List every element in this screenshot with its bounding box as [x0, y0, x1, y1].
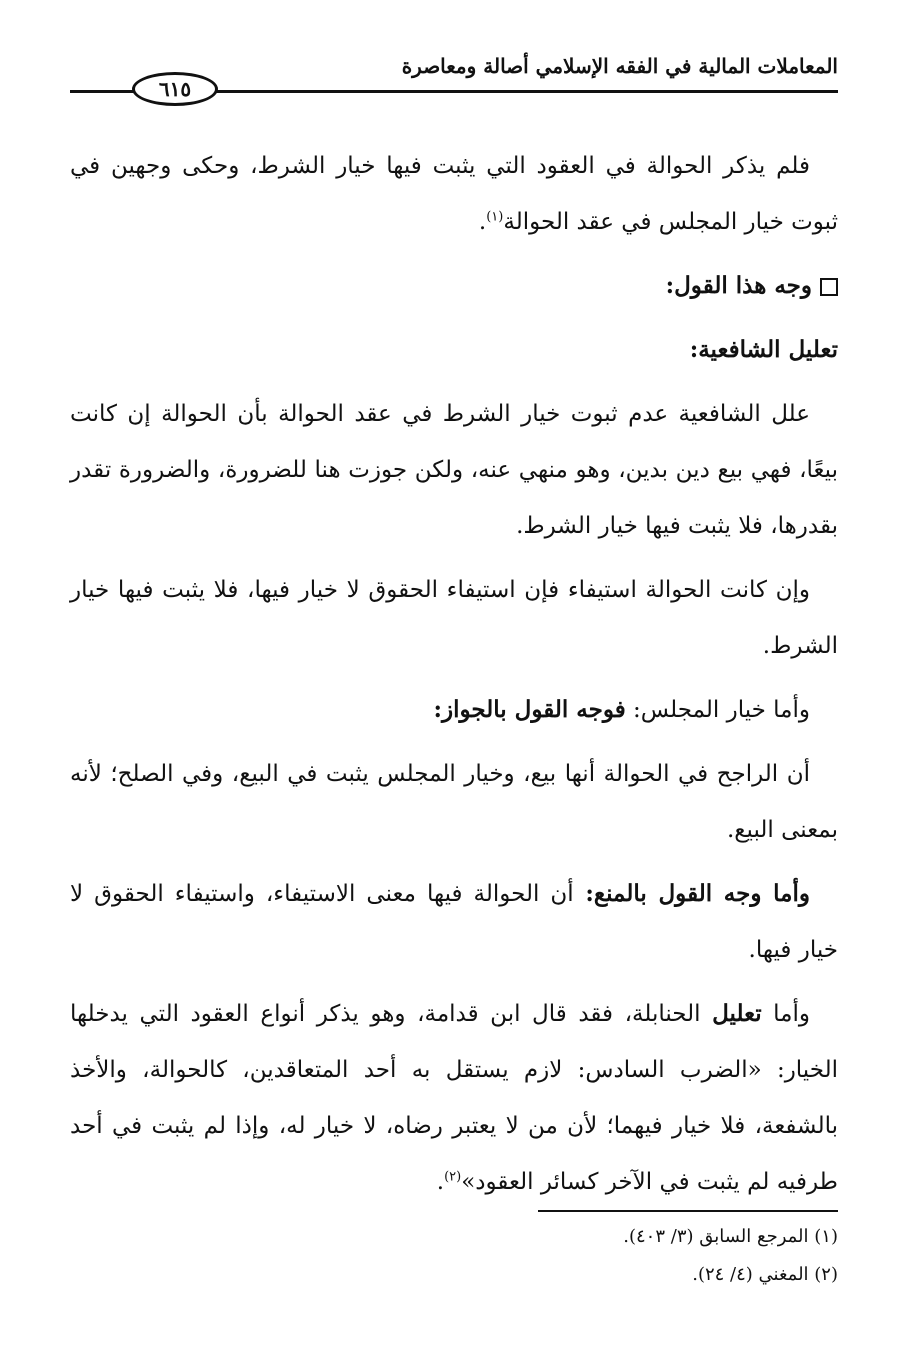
page-header — [70, 52, 838, 104]
footnote-2: (٢) المغني (٤/ ٢٤). — [692, 1264, 838, 1285]
paragraph-7-end: . — [436, 1169, 445, 1195]
paragraph-3: وإن كانت الحوالة استيفاء فإن استيفاء الحقوق لا خيار فيها، فلا يثبت فيها خيار الشرط. — [70, 577, 838, 659]
paragraph-7 — [70, 986, 838, 1210]
footnote-ref-1[interactable]: (١) — [486, 209, 504, 225]
running-title: المعاملات المالية في الفقه الإسلامي أصالة ومعاصرة — [401, 54, 838, 78]
section-heading-text: وجه هذا القول: — [665, 272, 812, 299]
paragraph-1 — [70, 138, 838, 250]
paragraph-7-lead: وأما — [761, 1001, 810, 1027]
footnotes — [70, 1210, 838, 1294]
footnote-ref-2[interactable]: (٢) — [444, 1169, 462, 1185]
paragraph-4-bold: فوجه القول بالجواز: — [433, 696, 626, 723]
footnote-1: (١) المرجع السابق (٣/ ٤٠٣). — [623, 1226, 838, 1247]
paragraph-6-bold: وأما وجه القول بالمنع: — [573, 880, 810, 907]
footnote-rule — [538, 1210, 838, 1212]
checkbox-icon — [820, 278, 838, 296]
section-heading — [70, 258, 838, 314]
paragraph-1-end: . — [478, 209, 487, 235]
subheading-shafii: تعليل الشافعية: — [689, 336, 838, 363]
main-text — [70, 138, 838, 1218]
paragraph-4-lead: وأما خيار المجلس: — [625, 697, 810, 723]
paragraph-7-bold: تعليل — [712, 1000, 762, 1027]
paragraph-2: علل الشافعية عدم ثبوت خيار الشرط في عقد الحوالة بأن الحوالة إن كانت بيعًا، فهي بيع دين بدين، وهو منهي عنه، ولكن جوزت هنا للضرورة، والضرورة تقدر بقدرها، فلا يثبت فيها خيار الشرط. — [70, 401, 838, 539]
paragraph-6 — [70, 866, 838, 978]
page-number: ٦١٥ — [132, 72, 218, 106]
paragraph-7-text: الحنابلة، فقد قال ابن قدامة، وهو يذكر أنواع العقود التي يدخلها الخيار: «الضرب السادس: لازم يستقل به أحد المتعاقدين، كالحوالة، والأخذ بالشفعة، فلا خيار فيهما؛ لأن من لا يعتبر رضاه، لا خيار له، وإذا لم يثبت في أحد طرفيه لم يثبت في الآخر كسائر العقود» — [70, 1001, 838, 1195]
paragraph-5: أن الراجح في الحوالة أنها بيع، وخيار المجلس يثبت في البيع، وفي الصلح؛ لأنه بمعنى البيع. — [70, 761, 838, 843]
paragraph-1-text: فلم يذكر الحوالة في العقود التي يثبت فيها خيار الشرط، وحكى وجهين في ثبوت خيار المجلس في عقد الحوالة — [70, 153, 838, 235]
paragraph-4 — [70, 682, 838, 738]
paragraph-6-text: أن الحوالة فيها معنى الاستيفاء، واستيفاء الحقوق لا خيار فيها. — [70, 881, 838, 963]
